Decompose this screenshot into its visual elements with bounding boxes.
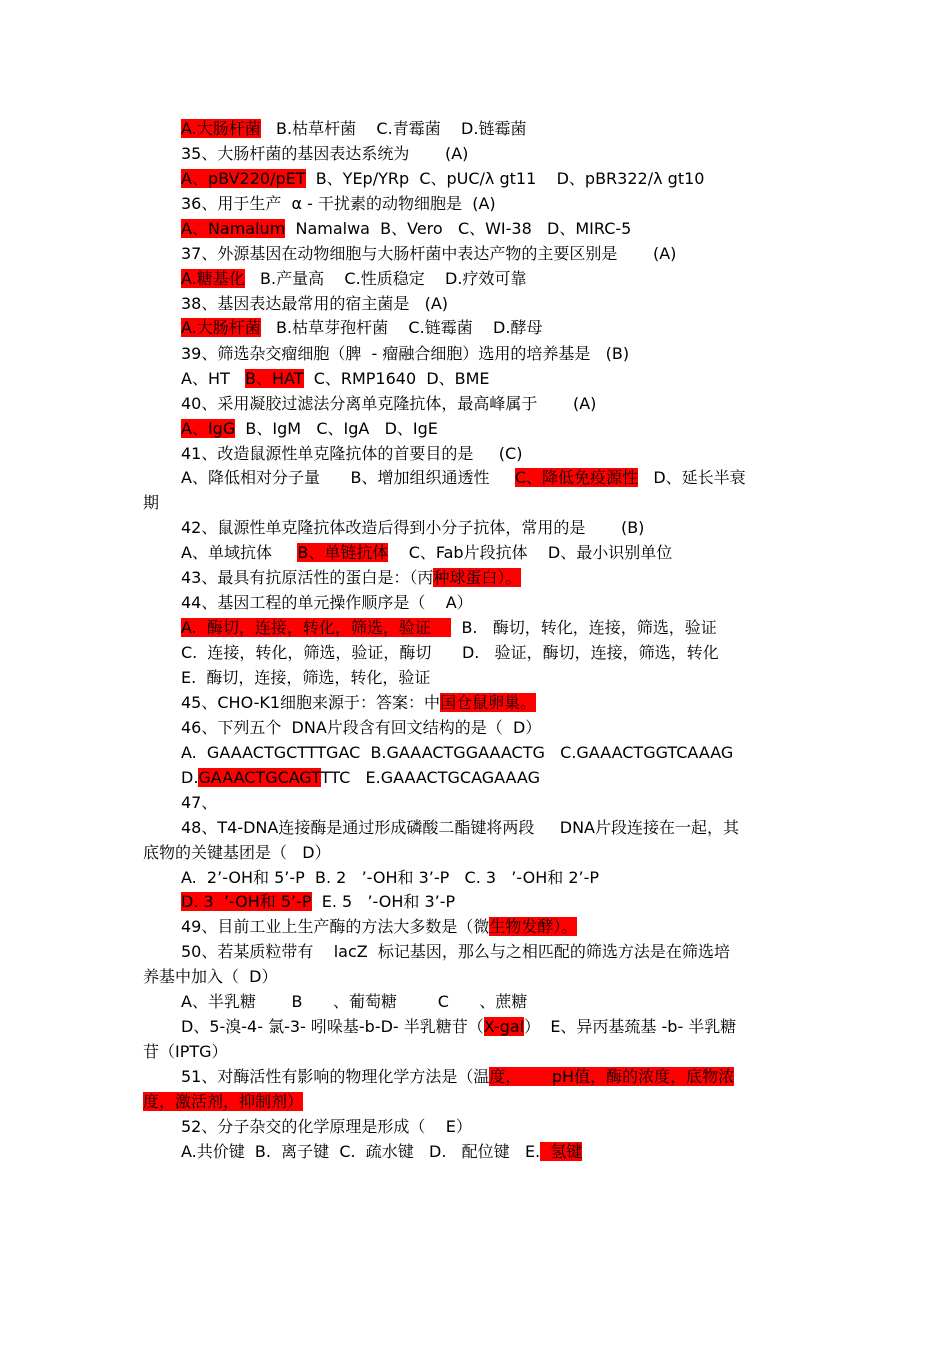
text-line bbox=[143, 1091, 303, 1113]
text-segment: A、HT bbox=[181, 369, 246, 388]
text-segment: 底物的关键基团是（ D） bbox=[143, 843, 331, 862]
text-line bbox=[143, 966, 278, 988]
text-segment: 36、用于生产 α - 干扰素的动物细胞是 (A) bbox=[181, 194, 496, 213]
highlighted-answer: A. 酶切，连接，转化，筛选，验证 bbox=[181, 618, 452, 637]
text-segment: E. 酶切，连接，筛选，转化，验证 bbox=[181, 668, 431, 687]
text-segment: 50、若某质粒带有 lacZ 标记基因，那么与之相匹配的筛选方法是在筛选培 bbox=[181, 942, 730, 961]
text-segment: C. 连接，转化，筛选，验证，酶切 D. 验证，酶切，连接，筛选，转化 bbox=[181, 643, 719, 662]
text-segment: B. 酶切，转化，连接，筛选，验证 bbox=[451, 618, 717, 637]
text-line bbox=[181, 867, 599, 889]
text-line bbox=[181, 368, 490, 390]
text-line bbox=[181, 592, 473, 614]
text-segment: A.共价键 B. 离子键 C. 疏水键 D. 配位键 E. bbox=[181, 1142, 541, 1161]
text-segment: 51、对酶活性有影响的物理化学方法是（温 bbox=[181, 1067, 490, 1086]
text-segment: A、半乳糖 B 、葡萄糖 C 、蔗糖 bbox=[181, 992, 528, 1011]
text-line bbox=[181, 1016, 736, 1038]
highlighted-answer: D. 3 ’-OH和 5’-P bbox=[181, 892, 312, 911]
text-segment: D、延长半衰 bbox=[638, 468, 746, 487]
text-segment: 52、分子杂交的化学原理是形成（ E） bbox=[181, 1117, 472, 1136]
text-segment: B、YEp/YRp C、pUC/λ gt11 D、pBR322/λ gt10 bbox=[305, 169, 705, 188]
text-line bbox=[181, 817, 739, 839]
text-segment: 46、下列五个 DNA片段含有回文结构的是（ D） bbox=[181, 718, 542, 737]
text-segment: 35、大肠杆菌的基因表达系统为 (A) bbox=[181, 144, 469, 163]
text-line bbox=[181, 1116, 472, 1138]
text-segment: E. 5 ’-OH和 3’-P bbox=[311, 892, 456, 911]
text-line bbox=[181, 1141, 582, 1163]
text-segment: D. bbox=[181, 768, 199, 787]
text-segment: 47、 bbox=[181, 793, 218, 812]
text-segment: 养基中加入（ D） bbox=[143, 967, 278, 986]
highlighted-answer: GAAACTGCAGT bbox=[198, 768, 321, 787]
text-line bbox=[181, 567, 521, 589]
text-line bbox=[181, 218, 631, 240]
text-segment: Namalwa B、Vero C、WI-38 D、MIRC-5 bbox=[285, 219, 632, 238]
text-line bbox=[181, 617, 717, 639]
text-segment: 41、改造鼠源性单克隆抗体的首要目的是 (C) bbox=[181, 444, 523, 463]
text-segment: 40、采用凝胶过滤法分离单克隆抗体，最高峰属于 (A) bbox=[181, 394, 597, 413]
text-segment: 39、筛选杂交瘤细胞（脾 - 瘤融合细胞）选用的培养基是 (B) bbox=[181, 344, 630, 363]
text-segment: B.产量高 C.性质稳定 D.疗效可靠 bbox=[244, 269, 527, 288]
text-segment: ） E、异丙基巯基 -b- 半乳糖 bbox=[524, 1017, 737, 1036]
text-line bbox=[181, 792, 217, 814]
text-segment: D、5-溴-4- 氯-3- 吲哚基-b-D- 半乳糖苷（ bbox=[181, 1017, 484, 1036]
highlighted-answer: A.大肠杆菌 bbox=[181, 318, 261, 337]
text-line bbox=[181, 143, 468, 165]
text-line bbox=[181, 517, 644, 539]
text-segment: 42、鼠源性单克隆抗体改造后得到小分子抗体，常用的是 (B) bbox=[181, 518, 645, 537]
text-segment: B.枯草杆菌 C.青霉菌 D.链霉菌 bbox=[260, 119, 527, 138]
highlighted-answer: 生物发酵）。 bbox=[489, 917, 578, 936]
text-line bbox=[181, 293, 448, 315]
text-line bbox=[143, 1041, 228, 1063]
text-segment: B、IgM C、IgA D、IgE bbox=[235, 419, 438, 438]
highlighted-answer: A.大肠杆菌 bbox=[181, 119, 261, 138]
highlighted-answer: C、降低免疫源性 bbox=[514, 468, 639, 487]
text-line bbox=[181, 941, 730, 963]
text-line bbox=[181, 891, 455, 913]
text-line bbox=[181, 916, 577, 938]
text-line bbox=[181, 667, 430, 689]
text-segment: 49、目前工业上生产酶的方法大多数是（微 bbox=[181, 917, 490, 936]
text-line bbox=[181, 168, 704, 190]
text-line bbox=[143, 842, 331, 864]
text-line bbox=[181, 642, 719, 664]
text-line bbox=[181, 118, 526, 140]
text-line bbox=[181, 1066, 734, 1088]
text-line bbox=[181, 243, 676, 265]
text-line bbox=[181, 443, 522, 465]
text-line bbox=[181, 393, 596, 415]
text-segment: A、降低相对分子量 B、增加组织通透性 bbox=[181, 468, 515, 487]
text-segment: 45、CHO-K1细胞来源于：答案：中 bbox=[181, 693, 441, 712]
highlighted-answer: 氢键 bbox=[540, 1142, 583, 1161]
highlighted-answer: X-gal bbox=[483, 1017, 525, 1036]
text-line bbox=[181, 268, 526, 290]
text-segment: A. GAAACTGCTTTGAC B.GAAACTGGAAACTG C.GAAACTGGTCAAAG bbox=[181, 743, 734, 762]
highlighted-answer: A、Namalum bbox=[181, 219, 286, 238]
text-segment: B.枯草芽孢杆菌 C.链霉菌 D.酵母 bbox=[260, 318, 543, 337]
highlighted-answer: 国仓鼠卵巢。 bbox=[440, 693, 537, 712]
highlighted-answer: B、单链抗体 bbox=[297, 543, 389, 562]
text-segment: 期 bbox=[143, 493, 160, 512]
highlighted-answer: A.糖基化 bbox=[181, 269, 245, 288]
text-segment: A. 2’-OH和 5’-P B. 2 ’-OH和 3’-P C. 3 ’-OH和 2’-P bbox=[181, 868, 600, 887]
text-segment: 48、T4-DNA连接酶是通过形成磷酸二酯键将两段 DNA片段连接在一起，其 bbox=[181, 818, 739, 837]
highlighted-answer: A、IgG bbox=[181, 419, 236, 438]
highlighted-answer: B、HAT bbox=[245, 369, 304, 388]
text-line bbox=[181, 467, 746, 489]
text-segment: 37、外源基因在动物细胞与大肠杆菌中表达产物的主要区别是 (A) bbox=[181, 244, 677, 263]
text-segment: 43、最具有抗原活性的蛋白是：（丙 bbox=[181, 568, 434, 587]
text-segment: 44、基因工程的单元操作顺序是（ A） bbox=[181, 593, 473, 612]
text-segment: TTC E.GAAACTGCAGAAAG bbox=[320, 768, 540, 787]
text-line bbox=[181, 343, 629, 365]
text-line bbox=[181, 418, 438, 440]
text-line bbox=[181, 991, 527, 1013]
highlighted-answer: 度， pH值，酶的浓度，底物浓 bbox=[489, 1067, 735, 1086]
text-line bbox=[181, 542, 672, 564]
text-line bbox=[181, 742, 733, 764]
text-line bbox=[143, 492, 159, 514]
text-line bbox=[181, 767, 540, 789]
text-segment: A、单域抗体 bbox=[181, 543, 298, 562]
text-line bbox=[181, 717, 541, 739]
text-segment: C、RMP1640 D、BME bbox=[303, 369, 490, 388]
highlighted-answer: 种球蛋白）。 bbox=[433, 568, 522, 587]
highlighted-answer: 度，激活剂，抑制剂） bbox=[143, 1092, 304, 1111]
highlighted-answer: A、pBV220/pET bbox=[181, 169, 306, 188]
text-line bbox=[181, 193, 496, 215]
text-line bbox=[181, 692, 536, 714]
text-segment: 38、基因表达最常用的宿主菌是 (A) bbox=[181, 294, 449, 313]
text-segment: 苷（IPTG） bbox=[143, 1042, 228, 1061]
text-segment: C、Fab片段抗体 D、最小识别单位 bbox=[388, 543, 673, 562]
text-line bbox=[181, 317, 542, 339]
